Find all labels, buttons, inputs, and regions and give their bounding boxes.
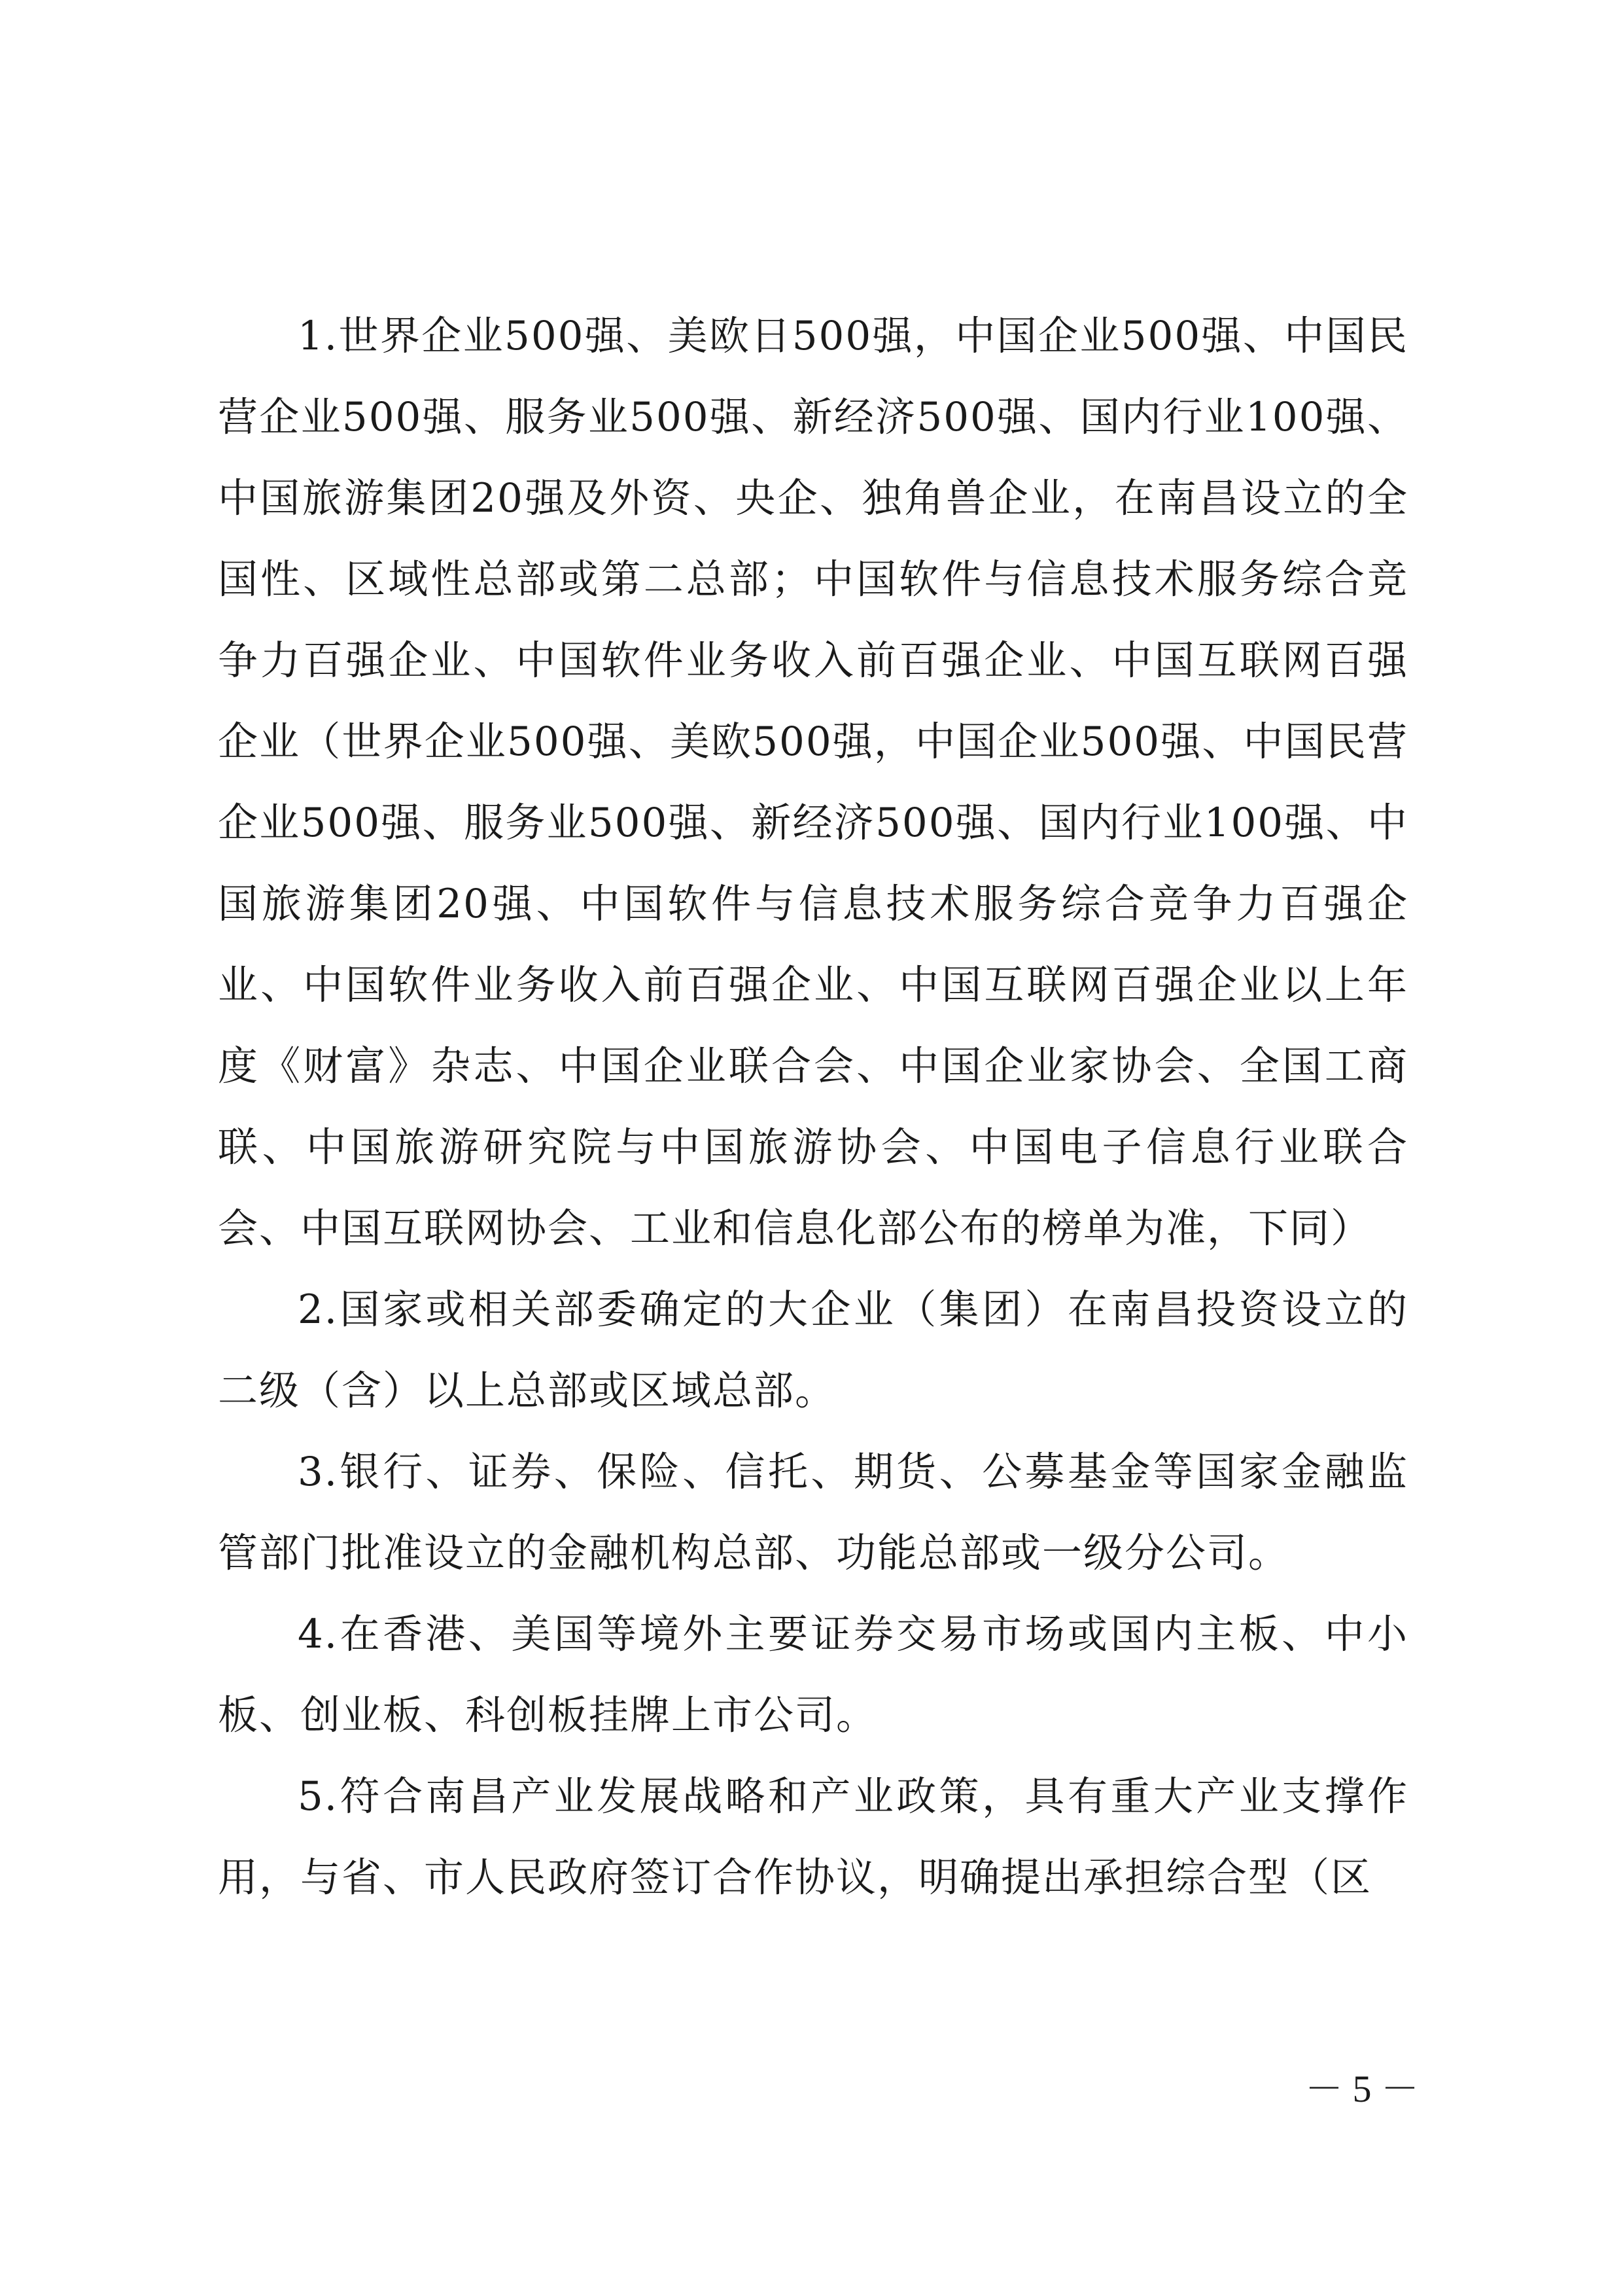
paragraph-4: 4.在香港、美国等境外主要证券交易市场或国内主板、中小板、创业板、科创板挂牌上市公司。: [218, 1611, 1408, 1739]
body-text: [218, 296, 1408, 1918]
paragraph-5: 5.符合南昌产业发展战略和产业政策，具有重大产业支撑作用，与省、市人民政府签订合作协议，明确提出承担综合型（区: [218, 1773, 1408, 1901]
paragraph-3: 3.银行、证券、保险、信托、期货、公募基金等国家金融监管部门批准设立的金融机构总部、功能总部或一级分公司。: [218, 1449, 1408, 1576]
page-number: － 5 －: [1304, 2068, 1419, 2110]
paragraph-1: 1.世界企业500强、美欧日500强，中国企业500强、中国民营企业500强、服务业500强、新经济500强、国内行业100强、中国旅游集团20强及外资、央企、独角兽企业，在南昌设立的全国性、区域性总部或第二总部；中国软件与信息技术服务综合竞争力百强企业、中国软件业务收入前百强企业、中国互联网百强企业（世界企业500强、美欧500强，中国企业500强、中国民营企业500强、服务业500强、新经济500强、国内行业100强、中国旅游集团20强、中国软件与信息技术服务综合竞争力百强企业、中国软件业务收入前百强企业、中国互联网百强企业以上年度《财富》杂志、中国企业联合会、中国企业家协会、全国工商联、中国旅游研究院与中国旅游协会、中国电子信息行业联合会、中国互联网协会、工业和信息化部公布的榜单为准，下同）: [218, 313, 1408, 1252]
paragraph-2: 2.国家或相关部委确定的大企业（集团）在南昌投资设立的二级（含）以上总部或区域总部。: [218, 1286, 1408, 1414]
